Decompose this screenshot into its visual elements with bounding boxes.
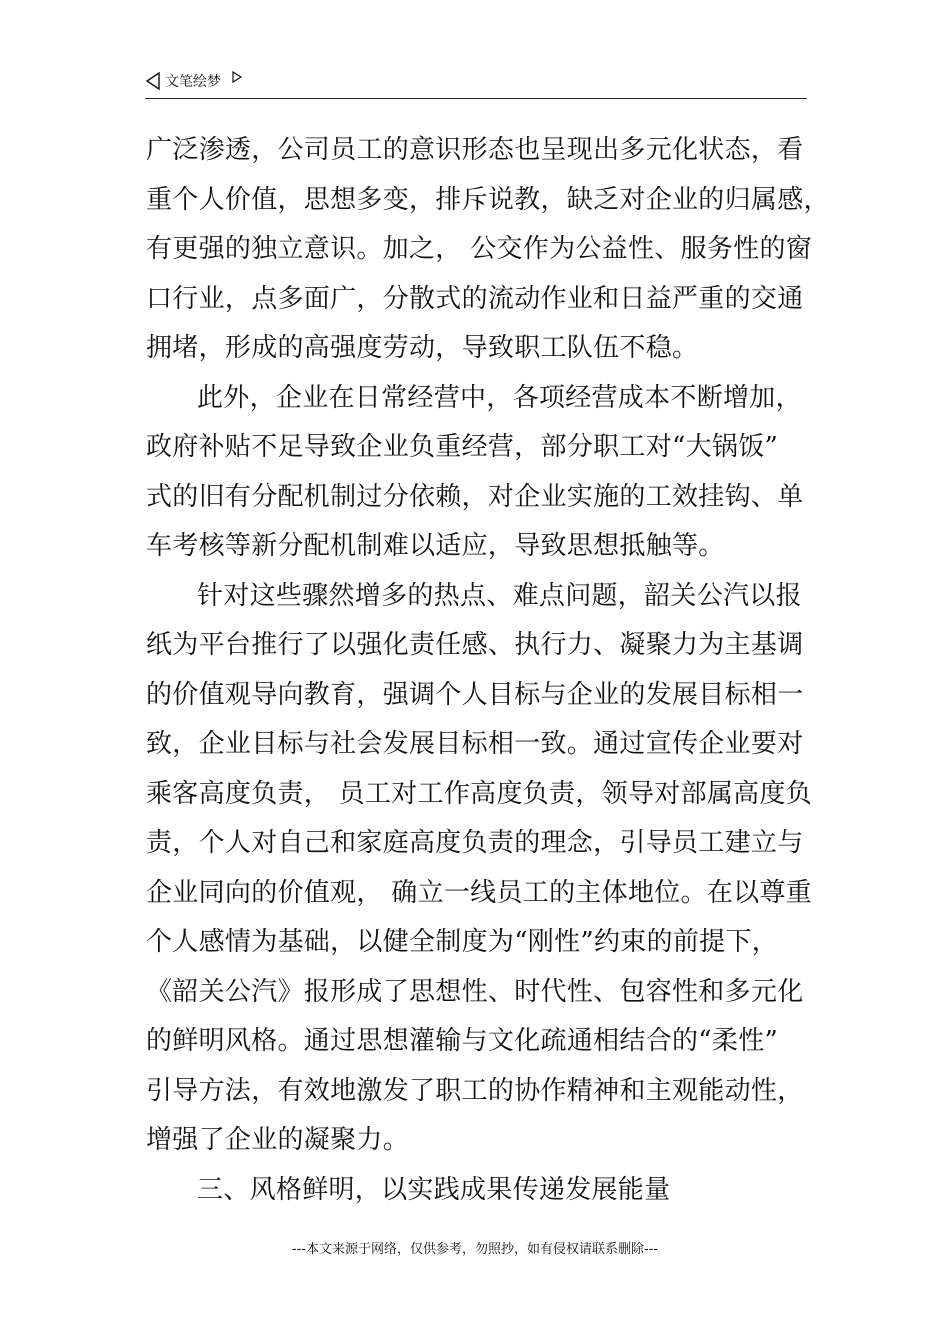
text-line: 致，企业目标与社会发展目标相一致。通过宣传企业要对 xyxy=(146,729,804,759)
text-line: 乘客高度负责， 员工对工作高度负责，领导对部属高度负 xyxy=(146,778,813,809)
text-line: 的价值观导向教育，强调个人目标与企业的发展目标相一 xyxy=(146,679,804,710)
text-line: 式的旧有分配机制过分依赖，对企业实施的工效挂钩、单 xyxy=(146,481,804,512)
text-line: 个人感情为基础，以健全制度为“刚性”约束的前提下， xyxy=(146,927,779,957)
text-line: 责，个人对自己和家庭高度负责的理念，引导员工建立与 xyxy=(146,828,804,858)
text-line: 有更强的独立意识。加之， 公交作为公益性、服务性的窗 xyxy=(146,234,813,264)
text-line: 《韶关公汽》报形成了思想性、时代性、包容性和多元化 xyxy=(146,976,804,1007)
text-line: 口行业，点多面广，分散式的流动作业和日益严重的交通 xyxy=(146,283,804,314)
text-line: 的鲜明风格。通过思想灌输与文化疏通相结合的“柔性” xyxy=(146,1026,779,1056)
text-line: 拥堵，形成的高强度劳动，导致职工队伍不稳。 xyxy=(146,333,699,363)
text-line: 针对这些骤然增多的热点、难点问题，韶关公汽以报 xyxy=(197,580,802,611)
text-line: 重个人价值，思想多变，排斥说教，缺乏对企业的归属感， xyxy=(146,184,830,215)
page-header xyxy=(145,68,807,99)
text-line: 车考核等新分配机制难以适应，导致思想抵触等。 xyxy=(146,531,725,561)
text-line: 纸为平台推行了以强化责任感、执行力、凝聚力为主基调 xyxy=(146,630,804,660)
text-line: 引导方法，有效地激发了职工的协作精神和主观能动性， xyxy=(146,1075,804,1106)
right-triangle-icon xyxy=(231,71,243,83)
text-line: 政府补贴不足导致企业负重经营，部分职工对“大锅饭” xyxy=(146,432,779,462)
header-title: 文笔绘梦 xyxy=(165,74,221,90)
text-line: 广泛渗透，公司员工的意识形态也呈现出多元化状态，看 xyxy=(146,135,804,165)
text-line: 企业同向的价值观， 确立一线员工的主体地位。在以尊重 xyxy=(146,877,813,908)
text-line: 三、风格鲜明，以实践成果传递发展能量 xyxy=(197,1174,671,1205)
left-triangle-icon xyxy=(145,72,161,90)
text-line: 此外，企业在日常经营中，各项经营成本不断增加， xyxy=(197,382,802,413)
text-line: 增强了企业的凝聚力。 xyxy=(146,1125,410,1155)
body-text xyxy=(146,130,830,1219)
footer-disclaimer: ---本文来源于网络，仅供参考，勿照抄，如有侵权请联系删除--- xyxy=(291,1242,659,1257)
